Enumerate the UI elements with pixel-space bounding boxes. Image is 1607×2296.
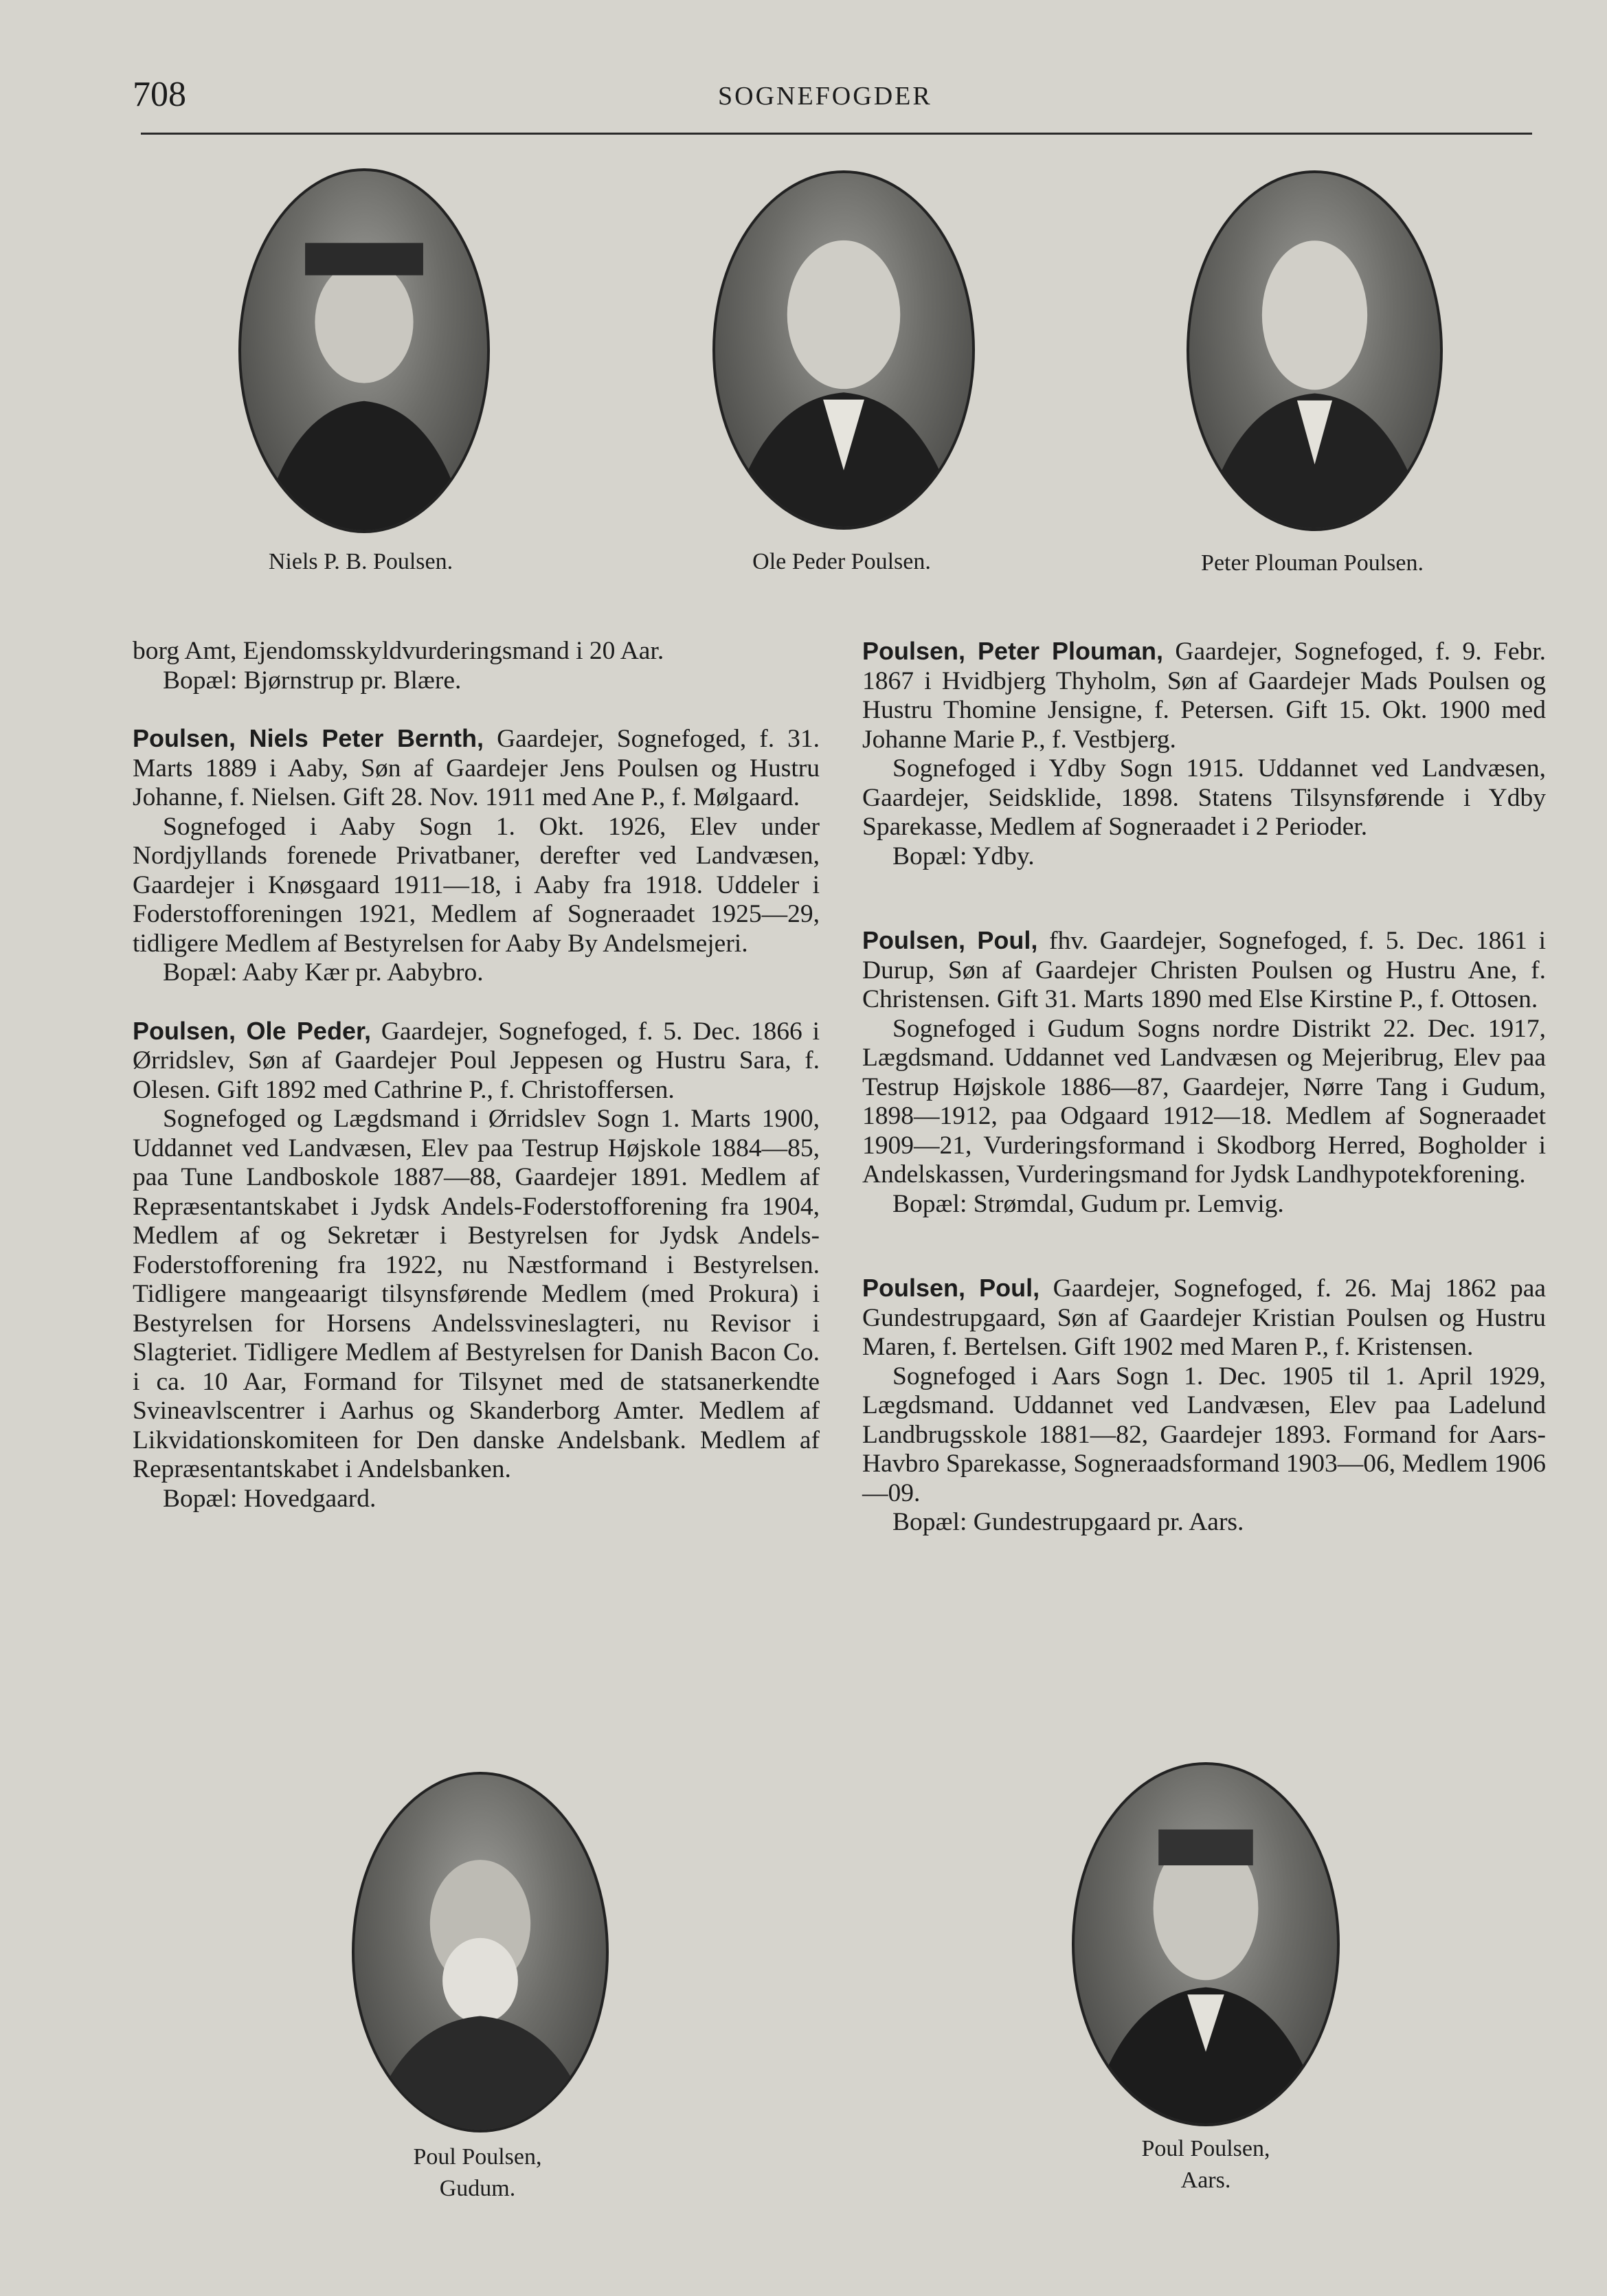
caption-niels-p-b-poulsen: Niels P. B. Poulsen. <box>268 549 453 574</box>
header-rule <box>141 133 1532 135</box>
entry-intro: Gaardejer, Sognefoged, f. 9. Febr. 1867 i Hvidbjerg Thyholm, Søn af Gaardejer Mads Poulsen og Hustru Thomine Jensigne, f. Petersen. Gift 15. Okt. 1900 med Johanne Marie P., f. Vestbjerg. <box>862 638 1547 754</box>
continuation-text: borg Amt, Ejendomsskyldvurderingsmand i 20 Aar. <box>133 637 664 665</box>
caption-ole-peder-poulsen: Ole Peder Poulsen. <box>752 549 931 574</box>
page-number: 708 <box>133 75 186 114</box>
entry-intro: Gaardejer, Sognefoged, f. 26. Maj 1862 paa Gundestrupgaard, Søn af Gaardejer Kristian Poulsen og Hustru Maren, f. Bertelsen. Gift 1902 med Maren P., f. Kristensen. <box>862 1274 1546 1361</box>
entry-name: Poulsen, Ole Peder, <box>133 1016 371 1045</box>
entry-intro: Gaardejer, Sognefoged, f. 5. Dec. 1866 i Ørridslev, Søn af Gaardejer Poul Jeppesen og Hustru Sara, f. Olesen. Gift 1892 med Cathrine P., f. Christoffersen. <box>133 1017 820 1104</box>
continuation-residence: Bopæl: Bjørnstrup pr. Blære. <box>163 666 462 695</box>
entry-career: Sognefoged i Ydby Sogn 1915. Uddannet ved Landvæsen, Gaardejer, Seidsklide, 1898. Statens Tilsynsførende i Ydby Sparekasse, Medlem af Sogneraadet i 2 Perioder. <box>862 754 1546 841</box>
entry-ole-peder <box>133 1017 820 1105</box>
entry-residence: Bopæl: Aaby Kær pr. Aabybro. <box>163 958 484 987</box>
left-column <box>133 637 820 1513</box>
entry-residence: Bopæl: Hovedgaard. <box>163 1484 377 1513</box>
entry-poul-aars <box>862 1274 1546 1362</box>
entry-name: Poulsen, Peter Plouman, <box>862 637 1164 665</box>
portrait-poul-poulsen-gudum <box>352 1772 609 2132</box>
caption-line: Poul Poulsen, <box>1141 2136 1270 2161</box>
caption-peter-plouman-poulsen: Peter Plouman Poulsen. <box>1201 550 1424 576</box>
running-head: SOGNEFOGDER <box>718 82 932 111</box>
entry-career: Sognefoged i Aars Sogn 1. Dec. 1905 til 1. April 1929, Lægdsmand. Uddannet ved Landvæsen, Elev paa Ladelund Landbrugsskole 1881—82, Gaardejer 1893. Formand for Aars-Havbro Sparekasse, Sogneraadsformand 1903—06, Medlem 1906—09. <box>862 1362 1546 1507</box>
entry-poul-gudum <box>862 926 1546 1015</box>
entry-intro: fhv. Gaardejer, Sognefoged, f. 5. Dec. 1861 i Durup, Søn af Gaardejer Christen Poulsen og Hustru Ane, f. Christensen. Gift 31. Marts 1890 med Else Kirstine P., f. Ottosen. <box>862 927 1547 1013</box>
caption-line: Aars. <box>1180 2167 1231 2193</box>
caption-line: Gudum. <box>439 2175 516 2201</box>
entry-name: Poulsen, Poul, <box>862 926 1038 954</box>
entry-peter-plouman <box>862 637 1546 754</box>
entry-career: Sognefoged og Lægdsmand i Ørridslev Sogn 1. Marts 1900, Uddannet ved Landvæsen, Elev paa Testrup Højskole 1884—85, paa Tune Landboskole 1887—88, Gaardejer 1891. Medlem af Repræsentantskabet i Jydsk Andels-Foderstofforening fra 1904, Medlem af og Sekretær i Bestyrelsen for Jydsk Andels-Foderstofforening fra 1922, nu Næstformand i Bestyrelsen. Tidligere mangeaarigt tilsynsførende Medlem (med Prokura) i Bestyrelsen for Horsens Andelssvineslagteri, nu Revisor i Slagteriet. Tidligere Medlem af Bestyrelsen for Danish Bacon Co. i ca. 10 Aar, Formand for Tilsynet med de statsanerkendte Svineavlscentrer i Aarhus og Skanderborg Amter. Medlem af Likvidationskomiteen for Den danske Andelsbank. Medlem af Repræsentantskabet i Andelsbanken. <box>133 1105 820 1483</box>
entry-career: Sognefoged i Aaby Sogn 1. Okt. 1926, Elev under Nordjyllands forenede Privatbaner, derefter ved Landvæsen, Gaardejer i Knøsgaard 1911—18, i Aaby fra 1918. Uddeler i Foderstofforeningen 1921, Medlem af Sogneraadet 1925—29, tidligere Medlem af Bestyrelsen for Aaby By Andelsmejeri. <box>133 812 820 958</box>
portrait-niels-p-b-poulsen <box>238 168 490 533</box>
entry-residence: Bopæl: Gundestrupgaard pr. Aars. <box>892 1508 1244 1536</box>
caption-poul-poulsen-aars <box>1051 2133 1360 2196</box>
portrait-ole-peder-poulsen <box>712 170 975 530</box>
entry-niels-peter-bernth <box>133 724 820 813</box>
entry-career: Sognefoged i Gudum Sogns nordre Distrikt 22. Dec. 1917, Lægdsmand. Uddannet ved Landvæsen og Mejeribrug, Elev paa Testrup Højskole 1886—87, Gaardejer, Nørre Tang i Gudum, 1898—1912, paa Odgaard 1912—18. Medlem af Sogneraadet 1909—21, Vurderingsformand i Skodborg Herred, Bogholder i Andelskassen, Vurderingsmand for Jydsk Landhypotekforening. <box>862 1014 1546 1189</box>
entry-intro: Gaardejer, Sognefoged, f. 31. Marts 1889 i Aaby, Søn af Gaardejer Jens Poulsen og Hustru Johanne, f. Nielsen. Gift 28. Nov. 1911 med Ane P., f. Mølgaard. <box>133 725 820 811</box>
entry-name: Poulsen, Poul, <box>862 1274 1040 1302</box>
portrait-peter-plouman-poulsen <box>1187 170 1443 531</box>
portrait-poul-poulsen-aars <box>1072 1762 1340 2126</box>
entry-residence: Bopæl: Strømdal, Gudum pr. Lemvig. <box>892 1189 1284 1218</box>
entry-name: Poulsen, Niels Peter Bernth, <box>133 724 484 752</box>
caption-poul-poulsen-gudum <box>323 2141 632 2205</box>
caption-line: Poul Poulsen, <box>413 2144 542 2170</box>
entry-residence: Bopæl: Ydby. <box>892 842 1035 870</box>
right-column <box>862 637 1546 1538</box>
